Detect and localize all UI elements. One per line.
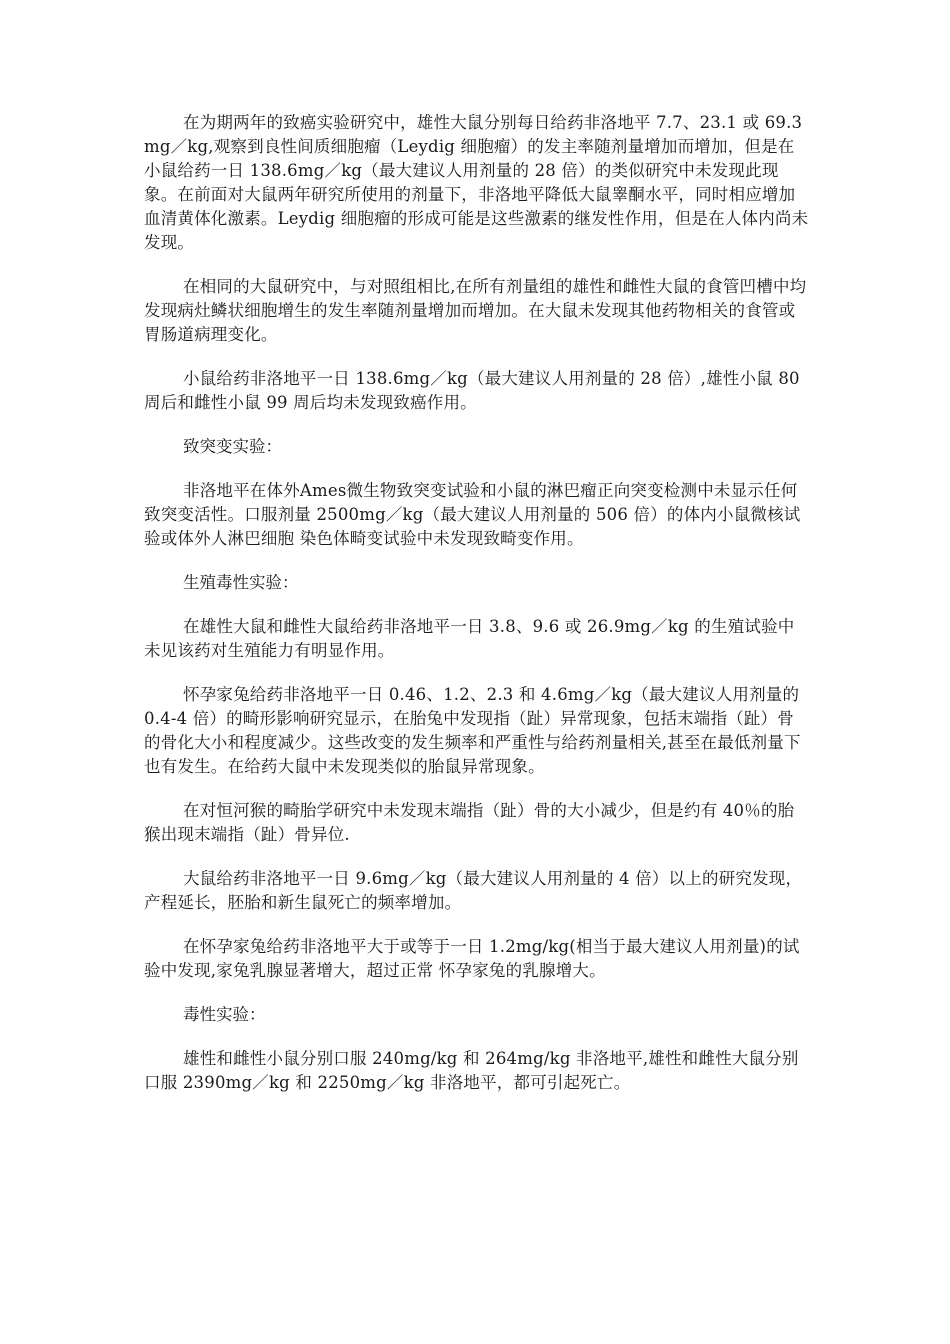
paragraph-acute-toxicity: 雄性和雌性小鼠分别口服 240mg/kg 和 264mg/kg 非洛地平,雄性和雌性大鼠分别口服 2390mg／kg 和 2250mg／kg 非洛地平，都可引起死亡。 — [144, 1049, 799, 1092]
heading-toxicity: 毒性实验： — [183, 1005, 266, 1024]
paragraph-mutagenicity: 非洛地平在体外Ames微生物致突变试验和小鼠的淋巴瘤正向突变检测中未显示任何致突变活性。口服剂量 2500mg／kg（最大建议人用剂量的 506 倍）的体内小鼠微核试验或体外人淋巴细胞 染色体畸变试验中未发现致畸变作用。 — [144, 481, 801, 548]
paragraph-monkey-teratology: 在对恒河猴的畸胎学研究中未发现末端指（趾）骨的大小减少，但是约有 40％的胎猴出现末端指（趾）骨异位. — [144, 801, 795, 844]
paragraph-carcinogenicity-mice: 小鼠给药非洛地平一日 138.6mg／kg（最大建议人用剂量的 28 倍）,雄性小鼠 80 周后和雌性小鼠 99 周后均未发现致癌作用。 — [144, 369, 800, 412]
paragraph-rabbit-teratology: 怀孕家兔给药非洛地平一日 0.46、1.2、2.3 和 4.6mg／kg（最大建议人用剂量的 0.4-4 倍）的畸形影响研究显示，在胎兔中发现指（趾）异常现象，包括末端指（趾）骨的骨化大小和程度减少。这些改变的发生频率和严重性与给药剂量相关,甚至在最低剂量下也有发生。在给药大鼠中未发现类似的胎鼠异常现象。 — [144, 685, 801, 776]
paragraph-esophagus-findings: 在相同的大鼠研究中，与对照组相比,在所有剂量组的雄性和雌性大鼠的食管凹槽中均发现病灶鳞状细胞增生的发生率随剂量增加而增加。在大鼠未发现其他药物相关的食管或胃肠道病理变化。 — [144, 277, 807, 344]
heading-mutagenicity: 致突变实验： — [183, 437, 282, 456]
paragraph-rabbit-mammary: 在怀孕家兔给药非洛地平大于或等于一日 1.2mg/kg(相当于最大建议人用剂量)的试验中发现,家兔乳腺显著增大，超过正常 怀孕家兔的乳腺增大。 — [144, 937, 800, 980]
paragraph-rat-labor: 大鼠给药非洛地平一日 9.6mg／kg（最大建议人用剂量的 4 倍）以上的研究发现，产程延长，胚胎和新生鼠死亡的频率增加。 — [144, 869, 803, 912]
heading-reproductive-toxicity: 生殖毒性实验： — [183, 573, 299, 592]
paragraph-fertility: 在雄性大鼠和雌性大鼠给药非洛地平一日 3.8、9.6 或 26.9mg／kg 的生殖试验中未见该药对生殖能力有明显作用。 — [144, 617, 795, 660]
document-body — [144, 111, 810, 1115]
paragraph-carcinogenicity-rats: 在为期两年的致癌实验研究中，雄性大鼠分别每日给药非洛地平 7.7、23.1 或 69.3mg／kg,观察到良性间质细胞瘤（Leydig 细胞瘤）的发主率随剂量增加而增加，但是在小鼠给药一日 138.6mg／kg（最大建议人用剂量的 28 倍）的类似研究中未发现此现象。在前面对大鼠两年研究所使用的剂量下，非洛地平降低大鼠睾酮水平，同时相应增加血清黄体化激素。Leydig 细胞瘤的形成可能是这些激素的继发性作用，但是在人体内尚未发现。 — [144, 113, 809, 252]
